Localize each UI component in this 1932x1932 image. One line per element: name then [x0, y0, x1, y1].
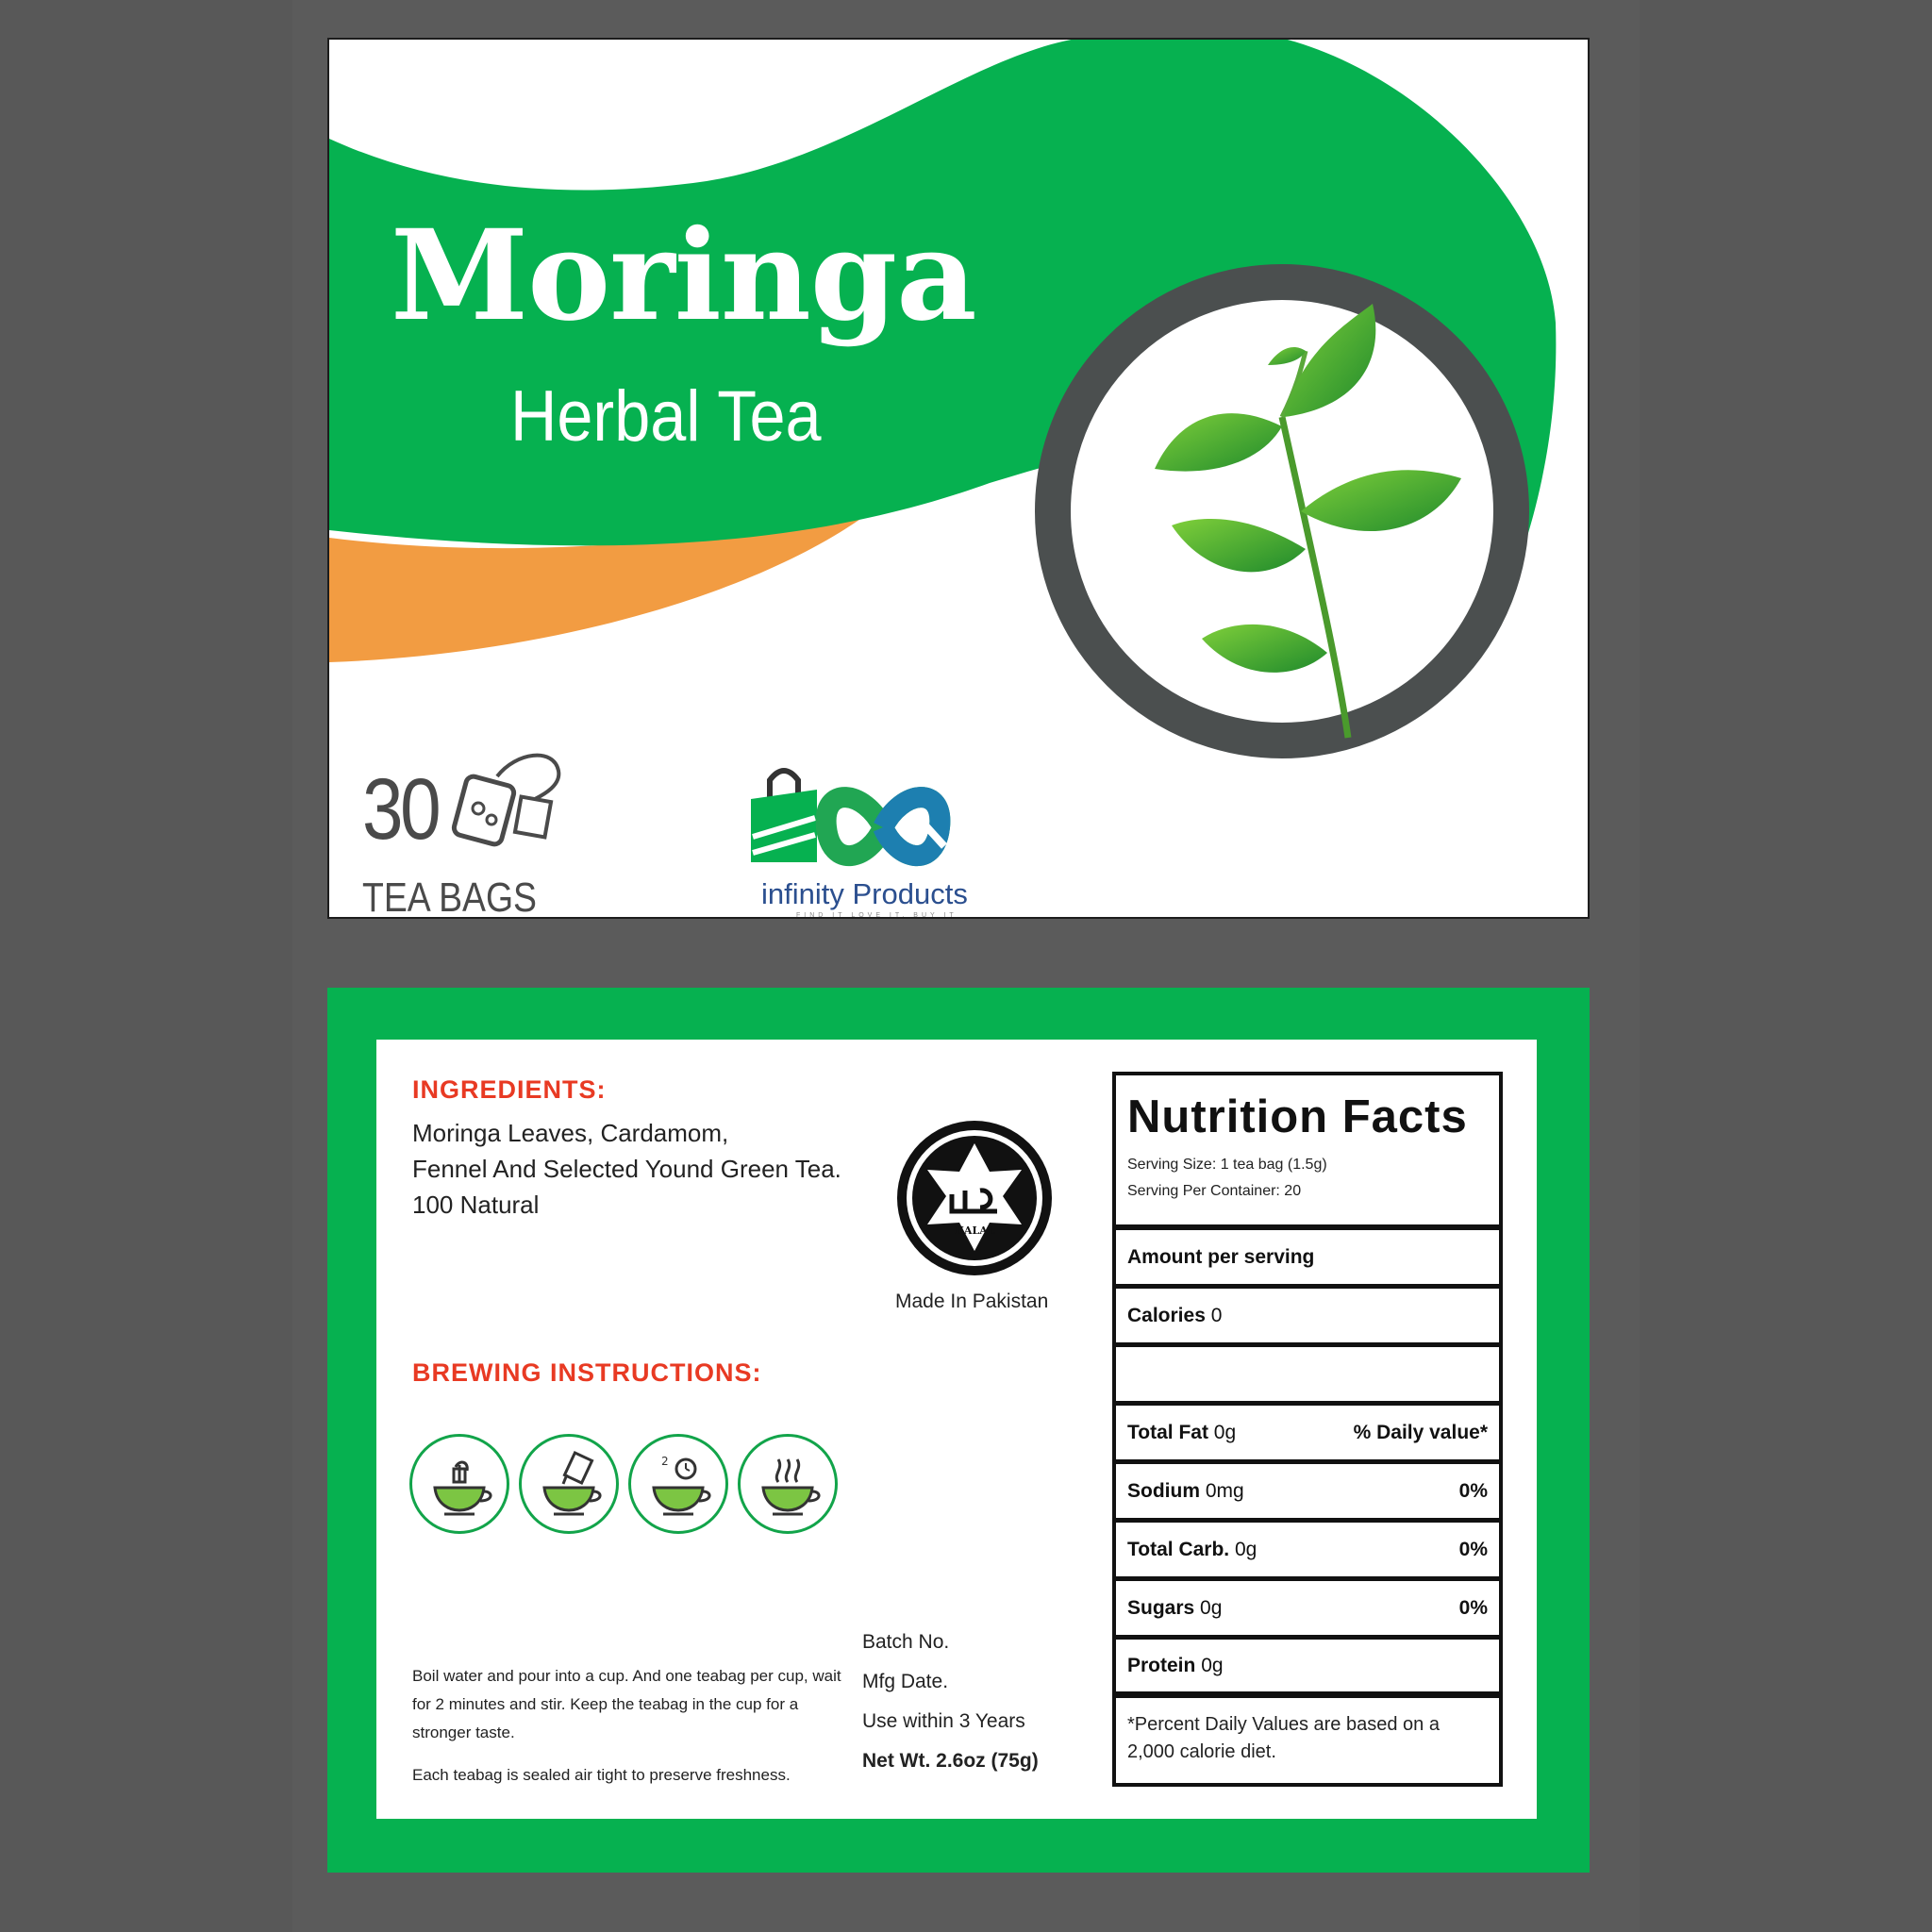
back-label-content — [376, 1040, 1537, 1819]
amount-per-serving-row — [1116, 1230, 1499, 1289]
ingredient-line: Fennel And Selected Yound Green Tea. — [412, 1155, 841, 1183]
brand-name: infinity Products — [761, 877, 968, 910]
nutrient-row-sodium — [1116, 1464, 1499, 1523]
svg-text:2: 2 — [661, 1455, 669, 1468]
brewing-instructions-text: Boil water and pour into a cup. And one teabag per cup, wait for 2 minutes and stir. Keep the teabag in the cup for a stronger taste. — [412, 1667, 841, 1741]
nutrient-label: Sodium — [1127, 1479, 1200, 1502]
brew-step-wait-icon — [628, 1434, 728, 1534]
teabag-icon — [450, 742, 573, 874]
servings-per-container: Serving Per Container: 20 — [1127, 1183, 1302, 1199]
nutrient-daily-value: 0% — [1458, 1479, 1488, 1502]
tea-leaf-icon — [1065, 275, 1574, 785]
net-weight-label: Net Wt. 2.6oz (75g) — [862, 1750, 1039, 1772]
amount-per-serving-label: Amount per serving — [1127, 1245, 1315, 1268]
mfg-date-label: Mfg Date. — [862, 1671, 949, 1692]
ingredient-line: Moringa Leaves, Cardamom, — [412, 1119, 729, 1147]
brew-step-boil-icon — [409, 1434, 509, 1534]
ingredients-heading: INGREDIENTS: — [412, 1075, 607, 1104]
brewing-steps — [409, 1434, 838, 1540]
empty-row — [1116, 1347, 1499, 1406]
canvas-margin-right — [1640, 0, 1932, 1932]
daily-value-footnote: *Percent Daily Values are based on a 2,000 calorie diet. — [1127, 1714, 1440, 1762]
calories-label: Calories — [1127, 1304, 1206, 1326]
brand-tagline: FIND IT LOVE IT, BUY IT — [796, 912, 958, 919]
shelf-life-label: Use within 3 Years — [862, 1710, 1025, 1732]
nutrition-title: Nutrition Facts — [1127, 1091, 1468, 1142]
ingredient-line: 100 Natural — [412, 1191, 540, 1219]
back-label-panel[interactable] — [327, 988, 1590, 1873]
product-title: Moringa — [391, 203, 976, 349]
nutrient-row-total-carb — [1116, 1523, 1499, 1581]
nutrient-amount: 0g — [1213, 1421, 1237, 1443]
product-subtitle: Herbal Tea — [510, 376, 822, 457]
serving-size: Serving Size: 1 tea bag (1.5g) — [1127, 1157, 1327, 1173]
freshness-note: Each teabag is sealed air tight to preserve freshness. — [412, 1766, 791, 1784]
nutrient-amount: 0mg — [1205, 1479, 1244, 1502]
nutrient-row-sugars — [1116, 1581, 1499, 1640]
nutrient-row-protein — [1116, 1640, 1499, 1698]
nutrient-amount: 0g — [1201, 1654, 1224, 1676]
batch-info — [862, 1623, 1039, 1781]
ingredients-list — [412, 1115, 903, 1223]
brew-step-pour-icon — [519, 1434, 619, 1534]
calories-value: 0 — [1210, 1304, 1223, 1326]
nutrient-row-total-fat — [1116, 1406, 1499, 1464]
brewing-heading: BREWING INSTRUCTIONS: — [412, 1358, 762, 1387]
calories-row — [1116, 1289, 1499, 1347]
brew-step-serve-icon — [738, 1434, 838, 1534]
halal-certification-icon — [893, 1117, 1056, 1279]
nutrient-label: Total Fat — [1127, 1421, 1208, 1443]
halal-text: HALAL — [954, 1224, 995, 1237]
nutrient-label: Protein — [1127, 1654, 1196, 1676]
nutrient-label: Total Carb. — [1127, 1538, 1230, 1560]
daily-value-header: % Daily value* — [1353, 1421, 1488, 1443]
teabag-count-label: TEA BAGS — [362, 874, 537, 919]
teabag-count: 30 — [362, 761, 439, 858]
infinity-brand-logo-icon — [751, 747, 1015, 879]
batch-number-label: Batch No. — [862, 1631, 950, 1653]
canvas-margin-left — [0, 0, 292, 1932]
nutrition-header — [1116, 1075, 1499, 1230]
made-in-country: Made In Pakistan — [895, 1291, 1049, 1312]
nutrient-amount: 0g — [1234, 1538, 1257, 1560]
nutrient-label: Sugars — [1127, 1596, 1195, 1619]
front-label-panel[interactable] — [327, 38, 1590, 919]
nutrition-facts-table — [1112, 1072, 1503, 1787]
nutrient-amount: 0g — [1200, 1596, 1223, 1619]
nutrient-daily-value: 0% — [1458, 1596, 1488, 1619]
nutrient-daily-value: 0% — [1458, 1538, 1488, 1560]
